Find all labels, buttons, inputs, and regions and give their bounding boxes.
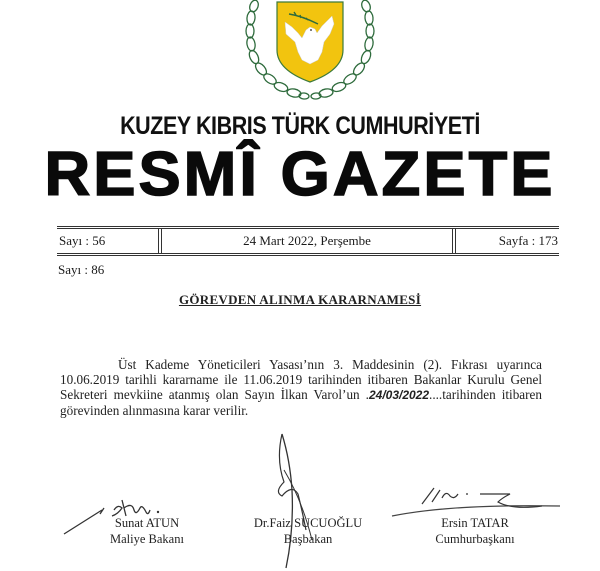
signatory-title: Başbakan	[283, 532, 333, 546]
gazette-title: RESMÎ GAZETE	[44, 140, 556, 209]
issue-date: 24 Mart 2022, Perşembe	[162, 229, 456, 253]
signatory-name: Ersin TATAR	[441, 516, 509, 530]
decree-number: Sayı : 86	[58, 262, 105, 277]
body-text-part2: ....tarihinden itibaren görevinden alınmasına karar verilir.	[60, 387, 542, 418]
handwritten-date: 24/03/2022	[368, 388, 430, 402]
signatory-president	[410, 515, 540, 547]
page-number: Sayfa : 173	[498, 233, 558, 248]
republic-name: KUZEY KIBRIS TÜRK CUMHURİYETİ	[120, 112, 480, 140]
signatory-prime-minister	[238, 515, 378, 547]
signatory-title: Cumhurbaşkanı	[435, 532, 515, 546]
decree-body	[60, 357, 542, 418]
coat-of-arms-emblem	[240, 0, 380, 102]
issue-number: Sayı : 56	[57, 229, 162, 253]
signatory-finance-minister	[82, 515, 212, 547]
decree-title: GÖREVDEN ALINMA KARARNAMESİ	[178, 292, 422, 307]
signature-tatar-scribble	[392, 480, 562, 520]
body-text-part1: Üst Kademe Yöneticileri Yasası’nın 3. Maddesinin (2). Fıkrası uyarınca 10.06.2019 tarihli kararname ile 11.06.2019 tarihinden itibaren Bakanlar Kurulu Genel Sekreteri mevkiine atanmış olan Sayın İlkan Varol’un .	[60, 357, 542, 402]
signatory-name: Sunat ATUN	[114, 516, 180, 530]
signatory-name: Dr.Faiz SUCUOĞLU	[253, 516, 363, 530]
signatory-title: Maliye Bakanı	[110, 532, 184, 546]
signature-ucuoglu-scribble	[262, 430, 322, 571]
issue-info-bar	[57, 226, 559, 256]
